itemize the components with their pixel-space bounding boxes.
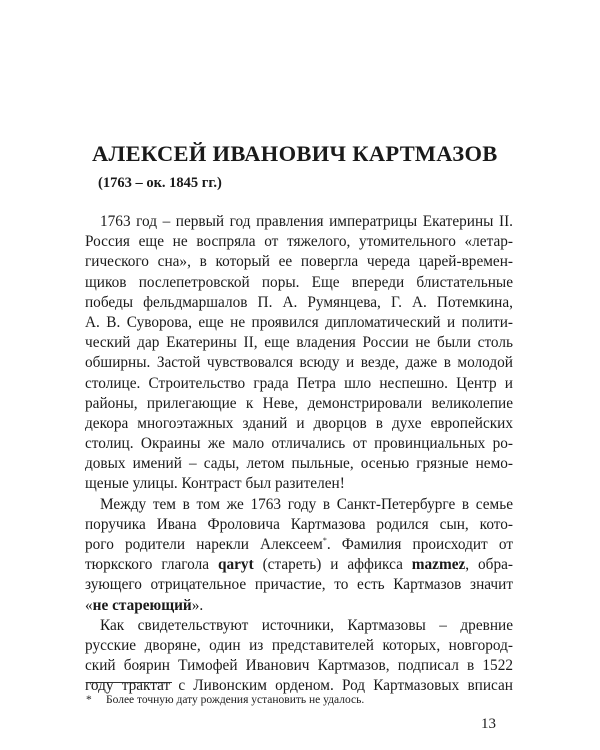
text-line: Между тем в том же 1763 году в Санкт-Петербурге в семье (100, 495, 513, 513)
text-segment: « (85, 596, 93, 614)
text-line: районы, прилегающие к Неве, демонстрировали великолепие (85, 394, 513, 412)
term-mazmez: mazmez (411, 556, 466, 574)
term-qaryt: qaryt (217, 556, 254, 574)
text-line (85, 535, 513, 555)
text-line (85, 555, 513, 575)
text-line: гического сна», в который ее повергла череда царей-времен- (85, 253, 513, 271)
life-dates: (1763 – ок. 1845 гг.) (98, 175, 222, 191)
text-segment: рого родители нарекли Алексеем (85, 536, 323, 553)
footnote-reference[interactable]: * (322, 536, 327, 545)
text-line: столиц. Окраины же мало отличались от провинциальных ро- (85, 435, 513, 453)
text-line: Как свидетельствуют источники, Картмазовы – древние (100, 616, 513, 634)
text-line: ческий дар Екатерины II, еще владения России не были столь (85, 334, 513, 352)
text-line: довых имений – сады, летом пыльные, осенью грязные немо- (85, 455, 513, 473)
text-line: декора многоэтажных зданий и дворцов в духе европейских (85, 414, 513, 432)
text-line: победы фельдмаршалов П. А. Румянцева, Г. А. Потемкина, (85, 293, 513, 311)
text-line: году трактат с Ливонским орденом. Род Картмазовых вписан (85, 677, 513, 695)
text-segment: , обра- (465, 556, 513, 574)
text-line: А. В. Суворова, еще не проявился дипломатический и полити- (85, 313, 513, 331)
text-line: Россия еще не воспряла от тяжелого, утомительного «летар- (85, 233, 513, 251)
text-line: поручика Ивана Фроловича Картмазова родился сын, кото- (85, 515, 513, 533)
footnote-mark: * (86, 694, 92, 706)
footnote (86, 694, 364, 706)
page-number: 13 (481, 716, 496, 732)
text-segment: тюркского глагола (85, 556, 218, 574)
text-line: щиков послепетровской поры. Еще впереди блистательные (85, 273, 513, 291)
text-segment: . Фамилия происходит от (326, 536, 513, 553)
text-segment: (стареть) и аффикса (253, 556, 412, 574)
footnote-text: Более точную дату рождения установить не удалось. (106, 694, 365, 706)
text-line: обширны. Застой чувствовался всюду и везде, даже в молодой (85, 354, 513, 372)
term-meaning: не стареющий (92, 596, 192, 614)
chapter-title: АЛЕКСЕЙ ИВАНОВИЧ КАРТМАЗОВ (92, 141, 498, 166)
text-line: щеные улицы. Контраст был разителен! (85, 475, 345, 493)
text-line: зующего отрицательное причастие, то есть Картмазов значит (85, 576, 513, 594)
text-line (85, 596, 513, 616)
text-line: ский боярин Тимофей Иванович Картмазов, подписал в 1522 (85, 657, 513, 675)
footnote-divider (86, 682, 172, 683)
text-line: русские дворяне, один из представителей которых, новгород- (85, 636, 513, 654)
text-line: 1763 год – первый год правления императрицы Екатерины II. (100, 213, 513, 230)
text-line: столице. Строительство града Петра шло неспешно. Центр и (85, 374, 513, 392)
body-text (85, 212, 513, 697)
text-segment: ». (191, 596, 204, 614)
